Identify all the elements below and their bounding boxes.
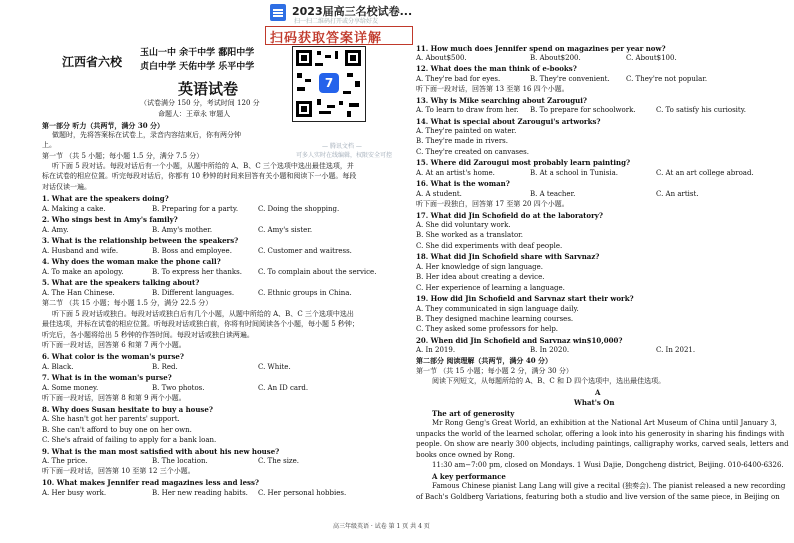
passage-subheading: The art of generosity: [432, 409, 515, 418]
option[interactable]: A. A student.: [416, 190, 462, 198]
part1-title: 第一部分 听力（共两节，满分 30 分）: [42, 121, 165, 130]
option[interactable]: A. In 2019.: [416, 346, 456, 354]
passage-text: 11:30 am−7:00 pm, closed on Mondays. 1 Wusi Dajie, Dongcheng district, Beijing. 010-6400-6326.: [432, 461, 784, 469]
question-15: 15. Where did Zarougui most probably learn painting?: [416, 158, 631, 167]
option[interactable]: A. She did voluntary work.: [416, 221, 511, 229]
part1-note-2: 上。: [42, 141, 56, 149]
exam-title: 英语试卷: [178, 80, 239, 98]
option[interactable]: C. Her experience of learning a language.: [416, 284, 565, 292]
option[interactable]: B. Boss and employee.: [152, 247, 232, 255]
section1-directions: 标在试卷的相应位置。听完每段对话后，你都有 10 秒钟的时间来回答有关小题和阅读下一小题。每段: [42, 172, 357, 180]
option[interactable]: B. To express her thanks.: [152, 268, 242, 276]
question-12: 12. What does the man think of e-books?: [416, 64, 577, 73]
option[interactable]: B. They designed machine learning courses.: [416, 315, 574, 323]
passage-text: books once owned by Rong.: [416, 451, 515, 459]
option[interactable]: B. Her new reading habits.: [152, 489, 248, 497]
passage-subheading: A key performance: [432, 472, 506, 481]
option[interactable]: A. Some money.: [42, 384, 99, 392]
option[interactable]: C. She's afraid of failing to apply for a bank loan.: [42, 436, 217, 444]
passage-text: people. On show are nearly 300 objects, including paintings, calligraphy works, carved seals, letters and: [416, 440, 789, 448]
section2-directions: 最佳选项，并标在试卷的相应位置。听每段对话或独白前，你将有时间阅读各个小题，每小题 5 秒钟；: [42, 320, 359, 328]
passage-title: What's On: [574, 398, 615, 407]
option[interactable]: A. Black.: [42, 363, 74, 371]
option[interactable]: B. Different languages.: [152, 289, 235, 297]
option[interactable]: C. She did experiments with deaf people.: [416, 242, 563, 250]
directions: 听下面一段独白，回答第 17 至第 20 四个小题。: [416, 200, 569, 208]
question-20: 20. When did Jin Schofield and Sarvnaz win$10,000?: [416, 336, 623, 345]
option[interactable]: B. Two photos.: [152, 384, 205, 392]
part2-section1-title: 第一节 （共 15 小题；每小题 2 分，满分 30 分）: [416, 367, 573, 375]
option[interactable]: B. They're made in rivers.: [416, 137, 508, 145]
question-16: 16. What is the woman?: [416, 179, 510, 188]
question-7: 7. What is in the woman's purse?: [42, 373, 172, 382]
option[interactable]: C. They're created on canvases.: [416, 148, 529, 156]
option[interactable]: B. At a school in Tunisia.: [530, 169, 619, 177]
option[interactable]: C. Ethnic groups in China.: [258, 289, 352, 297]
schools-row-1: 玉山一中 余干中学 鄱阳中学: [140, 48, 255, 58]
question-10: 10. What makes Jennifer read magazines less and less?: [42, 478, 260, 487]
option[interactable]: C. Her personal hobbies.: [258, 489, 347, 497]
section1-directions: 听下面 5 段对话。每段对话后有一个小题，从题中所给的 A、B、C 三个选项中选出最佳选项，并: [52, 162, 354, 170]
section2-directions: 听完后，各小题将给出 5 秒钟的作答时间。每段对话或独白读两遍。: [42, 331, 254, 339]
section2-directions: 听下面 5 段对话或独白。每段对话或独白后有几个小题，从题中所给的 A、B、C 三个选项中选出: [52, 310, 354, 318]
option[interactable]: C. White.: [258, 363, 291, 371]
option[interactable]: A. To make an apology.: [42, 268, 124, 276]
section2-title: 第二节 （共 15 小题；每小题 1.5 分，满分 22.5 分）: [42, 299, 213, 307]
part2-title: 第二部分 阅读理解（共两节，满分 40 分）: [416, 356, 553, 365]
question-2: 2. Who sings best in Amy's family?: [42, 215, 178, 224]
watermark-title: — 腾讯文档 —: [322, 143, 362, 150]
question-17: 17. What did Jin Schofield do at the laboratory?: [416, 211, 603, 220]
passage-letter: A: [595, 388, 601, 397]
directions: 听下面一段对话，回答第 13 至第 16 四个小题。: [416, 85, 569, 93]
question-14: 14. What is special about Zarougui's artworks?: [416, 117, 601, 126]
option[interactable]: C. At an art college abroad.: [656, 169, 754, 177]
option[interactable]: C. The size.: [258, 457, 299, 465]
option[interactable]: C. In 2021.: [656, 346, 696, 354]
question-3: 3. What is the relationship between the speakers?: [42, 236, 239, 245]
option[interactable]: C. Doing the shopping.: [258, 205, 340, 213]
option[interactable]: B. The location.: [152, 457, 208, 465]
option[interactable]: A. She hasn't got her parents' support.: [42, 415, 180, 423]
option[interactable]: B. She can't afford to buy one on her own.: [42, 426, 192, 434]
question-4: 4. Why does the woman make the phone call?: [42, 257, 221, 266]
passage-text: Mr Rong Geng's Great World, an exhibition at the National Art Museum of China until January 3,: [432, 419, 777, 427]
watermark-text: 可多人实时在线编辑，权限安全可控: [296, 152, 393, 159]
option[interactable]: B. A teacher.: [530, 190, 576, 198]
passage-text: Famous Chinese pianist Lang Lang will give a recital (独奏会). The pianist released a new recording: [432, 482, 786, 490]
option[interactable]: B. She worked as a translator.: [416, 231, 523, 239]
option[interactable]: B. In 2020.: [530, 346, 570, 354]
option[interactable]: A. Husband and wife.: [42, 247, 119, 255]
option[interactable]: C. Amy's sister.: [258, 226, 313, 234]
question-6: 6. What color is the woman's purse?: [42, 352, 184, 361]
option[interactable]: A. Her busy work.: [42, 489, 107, 497]
directions: 听下面一段对话，回答第 8 和第 9 两个小题。: [42, 394, 186, 402]
option[interactable]: A. At an artist's home.: [416, 169, 495, 177]
option[interactable]: C. About$100.: [626, 54, 677, 62]
option[interactable]: A. The Han Chinese.: [42, 289, 115, 297]
section1-title: 第一节 （共 5 小题；每小题 1.5 分，满分 7.5 分）: [42, 152, 204, 160]
passage-text: unpacks the world of the learned scholar, offering a look into his generosity in sharing his findings with: [416, 430, 785, 438]
directions: 听下面一段对话，回答第 10 至第 12 三个小题。: [42, 467, 195, 475]
option[interactable]: A. Making a cake.: [42, 205, 106, 213]
option[interactable]: C. Customer and waitress.: [258, 247, 352, 255]
banner-title[interactable]: 2023届高三名校试卷...: [292, 5, 413, 18]
part1-note: 做题时，先将答案标在试卷上，录音内容结束后，你有两分钟: [52, 131, 241, 139]
option[interactable]: A. Amy.: [42, 226, 69, 234]
question-8: 8. Why does Susan hesitate to buy a house?: [42, 405, 213, 414]
option[interactable]: C. To satisfy his curiosity.: [656, 106, 746, 114]
page-footer: 高三年级英语 · 试卷 第 1 页 共 4 页: [333, 523, 430, 530]
option[interactable]: A. About$500.: [416, 54, 467, 62]
qr-logo-icon: 7: [319, 73, 339, 93]
option[interactable]: B. About$200.: [530, 54, 581, 62]
option[interactable]: B. Red.: [152, 363, 178, 371]
question-11: 11. How much does Jennifer spend on magazines per year now?: [416, 44, 666, 53]
schools-row-2: 贞白中学 天佑中学 乐平中学: [140, 62, 255, 72]
qr-code[interactable]: [292, 46, 366, 122]
exam-setter: 命题人：王章永 审题人: [158, 110, 231, 118]
option[interactable]: A. They're bad for eyes.: [416, 75, 501, 83]
passage-text: of Bach's Goldberg Variations, featuring both a studio and live version of the same piece, in Beijing on: [416, 493, 780, 501]
question-13: 13. Why is Mike searching about Zarougui?: [416, 96, 588, 105]
answer-banner-text: 扫码获取答案详解: [270, 31, 383, 46]
school-group: 江西省六校: [62, 55, 123, 69]
option[interactable]: C. An ID card.: [258, 384, 309, 392]
option[interactable]: C. To complain about the service.: [258, 268, 377, 276]
option[interactable]: A. Her knowledge of sign language.: [416, 263, 543, 271]
option[interactable]: B. Her idea about creating a device.: [416, 273, 545, 281]
document-icon: [270, 4, 286, 21]
option[interactable]: B. To prepare for schoolwork.: [530, 106, 636, 114]
option[interactable]: A. The price.: [42, 457, 88, 465]
option[interactable]: A. They're painted on water.: [416, 127, 517, 135]
banner-subtitle: 扫一扫二维码打开或分享给好友: [294, 18, 379, 25]
question-1: 1. What are the speakers doing?: [42, 194, 169, 203]
option[interactable]: A. They communicated in sign language daily.: [416, 305, 579, 313]
option[interactable]: C. An artist.: [656, 190, 699, 198]
exam-info: （试卷满分 150 分，考试时间 120 分: [140, 99, 260, 107]
question-19: 19. How did Jin Schofield and Sarvnaz start their work?: [416, 294, 634, 303]
section1-directions: 对话仅读一遍。: [42, 183, 91, 191]
question-9: 9. What is the man most satisfied with about his new house?: [42, 447, 280, 456]
option[interactable]: B. Preparing for a party.: [152, 205, 239, 213]
section2-directions: 听下面一段对话，回答第 6 和第 7 两个小题。: [42, 341, 186, 349]
option[interactable]: C. They asked some professors for help.: [416, 325, 559, 333]
question-18: 18. What did Jin Schofield share with Sarvnaz?: [416, 252, 600, 261]
option[interactable]: A. To learn to draw from her.: [416, 106, 519, 114]
part2-directions: 阅读下列短文，从每题所给的 A、B、C 和 D 四个选项中，选出最佳选项。: [432, 377, 666, 385]
question-5: 5. What are the speakers talking about?: [42, 278, 200, 287]
option[interactable]: B. They're convenient.: [530, 75, 610, 83]
option[interactable]: B. Amy's mother.: [152, 226, 213, 234]
option[interactable]: C. They're not popular.: [626, 75, 708, 83]
